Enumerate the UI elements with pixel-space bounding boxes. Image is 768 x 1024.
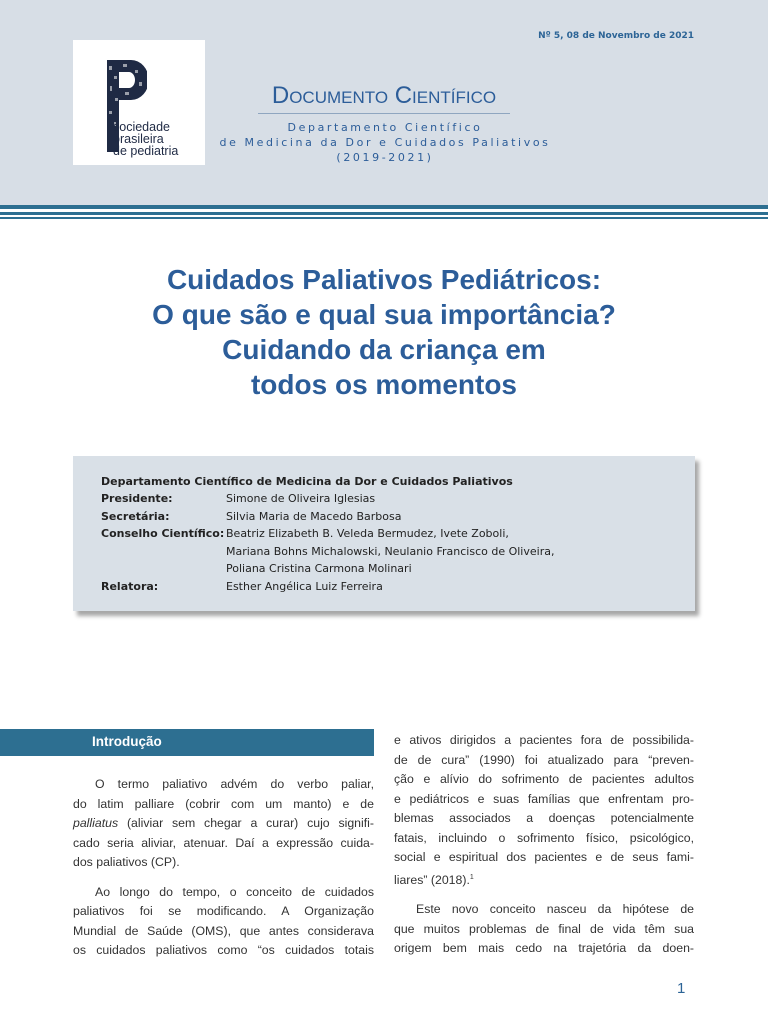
secretary-name: Silvia Maria de Macedo Barbosa — [226, 510, 402, 523]
text-line: paliativos foi se modificando. A Organização — [73, 904, 374, 918]
president-name: Simone de Oliveira Iglesias — [226, 492, 376, 505]
title-line-4: todos os momentos — [250, 369, 517, 400]
header-band — [0, 0, 768, 205]
department-line-2: de Medicina da Dor e Cuidados Paliativos — [219, 136, 551, 149]
department-years: (2019-2021) — [336, 151, 434, 164]
document-type-title: Documento Científico — [271, 82, 497, 109]
right-column — [394, 731, 694, 959]
logo-line-1: sociedade — [113, 120, 170, 134]
text-line: os cuidados paliativos como “os cuidados totais — [73, 943, 374, 957]
text-line — [73, 814, 374, 834]
paragraph — [394, 900, 694, 959]
title-line-3: Cuidando da criança em — [222, 334, 546, 365]
text-line: Ao longo do tempo, o conceito de cuidados — [95, 884, 374, 899]
council-names-2: Mariana Bohns Michalowski, Neulanio Francisco de Oliveira, — [226, 545, 555, 558]
reporter-label: Relatora: — [101, 580, 159, 593]
council-names-3: Poliana Cristina Carmona Molinari — [226, 562, 412, 575]
header-stripes — [0, 205, 768, 221]
text-line: fatais, incluindo o sofrimento físico, psicológico, — [394, 830, 694, 845]
text-line: Este novo conceito nasceu da hipótese de — [416, 902, 694, 917]
section-heading: Introdução — [92, 734, 162, 749]
text-line: dos paliativos (CP). — [73, 855, 180, 869]
title-line-2: O que são e qual sua importância? — [152, 299, 616, 330]
logo-line-3: de pediatria — [113, 144, 179, 158]
text-line: e pediátricos e suas famílias que enfrentam pro- — [394, 791, 694, 806]
left-column — [73, 775, 374, 961]
document-title — [60, 262, 708, 402]
page-number: 1 — [677, 980, 686, 997]
council-names-1: Beatriz Elizabeth B. Veleda Bermudez, Ivete Zoboli, — [226, 527, 509, 540]
text-line: O termo paliativo advém do verbo paliar, — [95, 777, 374, 791]
president-label: Presidente: — [101, 492, 173, 505]
paragraph — [73, 883, 374, 961]
secretary-label: Secretária: — [101, 510, 170, 523]
department-name — [200, 120, 570, 165]
text-line: cado seria aliviar, atenuar. Daí a expressão cuida- — [73, 835, 374, 850]
title-divider — [258, 113, 510, 114]
board-heading: Departamento Científico de Medicina da Dor e Cuidados Paliativos — [101, 475, 513, 488]
logo-line-2: brasileira — [113, 132, 164, 146]
issue-info: Nº 5, 08 de Novembro de 2021 — [538, 31, 694, 41]
department-board-box — [73, 456, 695, 611]
text-fragment: liares” (2018). — [394, 872, 470, 887]
text-line — [394, 868, 694, 891]
paragraph — [394, 731, 694, 890]
text-line: e ativos dirigidos a pacientes fora de possibilida- — [394, 733, 694, 747]
reference-marker: 1 — [469, 873, 474, 881]
text-line: ção e alívio do sofrimento de pacientes adultos — [394, 772, 694, 786]
text-line: blemas associados a doenças potencialmente — [394, 811, 694, 825]
department-line-1: Departamento Científico — [287, 121, 483, 134]
sbp-logo — [73, 40, 205, 165]
text-line: social e espiritual dos pacientes e de seus fami- — [394, 850, 694, 864]
text-line: origem bem mais cedo na trajetória da doen- — [394, 941, 694, 956]
text-line: Mundial de Saúde (OMS), que antes considerava — [73, 923, 374, 938]
paragraph — [73, 775, 374, 873]
text-line: de de cura” (1990) foi atualizado para “preven- — [394, 752, 694, 767]
council-label: Conselho Científico: — [101, 527, 225, 540]
text-line: que muitos problemas de final de vida têm sua — [394, 921, 694, 936]
reporter-name: Esther Angélica Luiz Ferreira — [226, 580, 383, 593]
italic-term: palliatus — [73, 816, 119, 830]
section-heading-bar — [0, 729, 374, 756]
logo-wordmark — [113, 121, 178, 157]
text-line: do latim palliare (cobrir com um manto) e de — [73, 796, 374, 811]
title-line-1: Cuidados Paliativos Pediátricos: — [166, 264, 602, 295]
text-fragment: (aliviar sem chegar a curar) cujo signifi- — [118, 816, 374, 830]
